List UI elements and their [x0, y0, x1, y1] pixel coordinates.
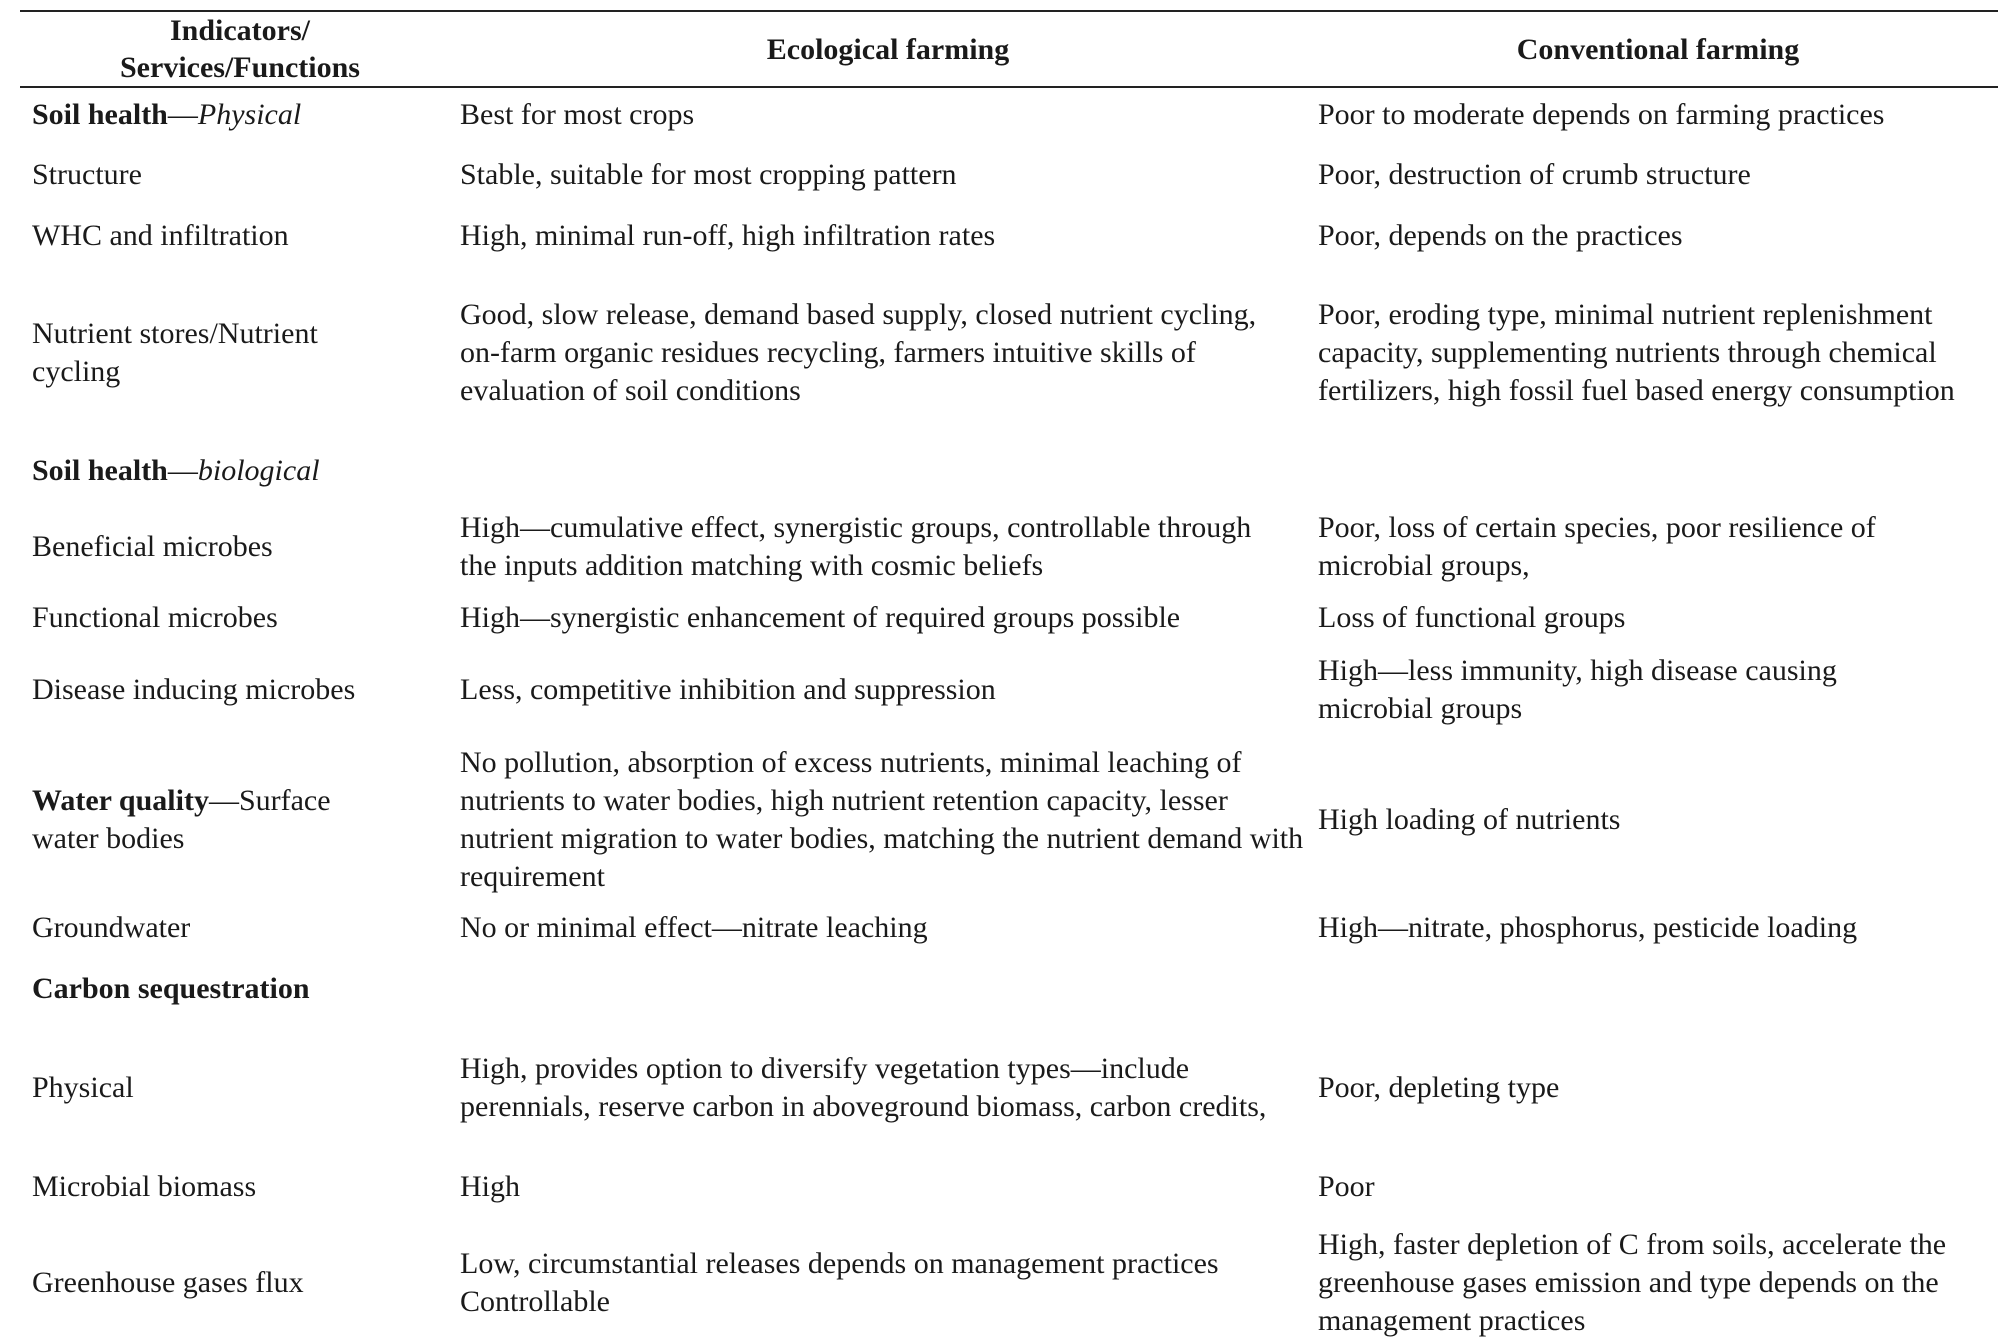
table-row [20, 155, 1998, 195]
table-row [20, 742, 1998, 898]
indicator-cell [32, 216, 447, 256]
table-row [20, 1167, 1998, 1207]
conventional-cell [1318, 1167, 1998, 1207]
ecological-cell [460, 1029, 1290, 1147]
indicator-text: Nutrient stores/Nutrient cycling [32, 317, 318, 388]
header-indicators-line1: Indicators/ [169, 14, 310, 47]
conventional-text: Poor, eroding type, minimal nutrient replenishment capacity, supplementing nutrients through chemical fertilizers, high fossil fuel based energy consumption [1318, 298, 1955, 407]
conventional-text: High loading of nutrients [1318, 803, 1621, 836]
ecological-cell [460, 95, 1316, 135]
header-indicators-line2: Services/Functions [120, 51, 360, 84]
indicator-cell [32, 1224, 447, 1342]
table-row [20, 508, 1998, 586]
table-row [20, 216, 1998, 256]
indicator-cell [32, 908, 447, 948]
ecological-text: High [460, 1170, 520, 1203]
ecological-text: High—synergistic enhancement of required groups possible [460, 601, 1181, 634]
conventional-text: High—nitrate, phosphorus, pesticide loading [1318, 911, 1858, 944]
table-row [20, 651, 1998, 729]
ecological-cell [460, 969, 1316, 1009]
ecological-cell [460, 1167, 1316, 1207]
ecological-cell [460, 508, 1260, 586]
indicator-text: Groundwater [32, 911, 191, 944]
indicator-cell [32, 1029, 447, 1147]
indicator-text: Beneficial microbes [32, 530, 273, 563]
ecological-text: Best for most crops [460, 98, 695, 131]
conventional-cell [1318, 651, 1958, 729]
ecological-text: No or minimal effect—nitrate leaching [460, 911, 928, 944]
indicator-cell [32, 1167, 447, 1207]
indicator-cell [32, 508, 447, 586]
indicator-italic: Physical [197, 98, 302, 131]
conventional-cell [1318, 1224, 1978, 1342]
ecological-cell [460, 742, 1316, 898]
indicator-text: Microbial biomass [32, 1170, 257, 1203]
indicator-cell [32, 155, 447, 195]
conventional-cell [1318, 275, 1978, 431]
ecological-cell [460, 651, 1316, 729]
indicator-text: Physical [32, 1071, 134, 1104]
ecological-cell [460, 155, 1316, 195]
indicator-cell [32, 651, 447, 729]
header-indicators [20, 12, 460, 86]
conventional-text: Poor, destruction of crumb structure [1318, 158, 1751, 191]
indicator-cell [32, 451, 447, 491]
conventional-cell [1318, 908, 1998, 948]
ecological-text: No pollution, absorption of excess nutrients, minimal leaching of nutrients to water bodies, high nutrient retention capacity, lesser nutrient migration to water bodies, matching the nutrient demand with requirement [460, 746, 1304, 893]
ecological-text: Stable, suitable for most cropping pattern [460, 158, 957, 191]
indicator-italic: biological [197, 454, 320, 487]
ecological-text: Good, slow release, demand based supply, closed nutrient cycling, on-farm organic residues recycling, farmers intuitive skills of evaluation of soil conditions [460, 298, 1257, 407]
conventional-cell [1318, 742, 1998, 898]
ecological-cell [460, 275, 1300, 431]
table-row [20, 1029, 1998, 1147]
table-header-rule [20, 86, 1998, 88]
indicator-text: Functional microbes [32, 601, 278, 634]
conventional-text: Poor, depleting type [1318, 1071, 1560, 1104]
conventional-cell [1318, 969, 1998, 1009]
ecological-cell [460, 908, 1316, 948]
conventional-text: Poor to moderate depends on farming practices [1318, 98, 1885, 131]
indicator-rest: —Surface water bodies [32, 784, 331, 855]
table-row [20, 95, 1998, 135]
ecological-text: High, provides option to diversify vegetation types—include perennials, reserve carbon in aboveground biomass, carbon credits, [460, 1052, 1267, 1123]
conventional-cell [1318, 598, 1998, 638]
table-row [20, 1224, 1998, 1342]
indicator-cell [32, 275, 362, 431]
indicator-text: Greenhouse gases flux [32, 1266, 304, 1299]
conventional-text: High, faster depletion of C from soils, accelerate the greenhouse gases emission and type depends on the management practices [1318, 1228, 1947, 1337]
indicator-text: Disease inducing microbes [32, 673, 356, 706]
indicator-sep: — [167, 454, 198, 487]
table-row [20, 275, 1998, 431]
header-ecological: Ecological farming [766, 33, 1010, 66]
indicator-bold: Carbon sequestration [32, 972, 310, 1005]
table-row [20, 969, 1998, 1009]
ecological-text: High—cumulative effect, synergistic groups, controllable through the inputs addition matching with cosmic beliefs [460, 511, 1252, 582]
ecological-text: High, minimal run-off, high infiltration rates [460, 219, 996, 252]
conventional-cell [1318, 1029, 1998, 1147]
conventional-text: High—less immunity, high disease causing microbial groups [1318, 654, 1837, 725]
indicator-bold: Soil health [32, 98, 168, 131]
table-row [20, 598, 1998, 638]
conventional-text: Poor, loss of certain species, poor resilience of microbial groups, [1318, 511, 1876, 582]
conventional-text: Poor, depends on the practices [1318, 219, 1683, 252]
indicator-bold: Soil health [32, 454, 168, 487]
ecological-cell [460, 598, 1316, 638]
conventional-text: Poor [1318, 1170, 1375, 1203]
indicator-cell [32, 969, 447, 1009]
conventional-cell [1318, 155, 1998, 195]
header-conventional: Conventional farming [1516, 33, 1800, 66]
indicator-text: WHC and infiltration [32, 219, 289, 252]
indicator-text: Structure [32, 158, 142, 191]
indicator-sep: — [167, 98, 198, 131]
ecological-cell [460, 216, 1316, 256]
ecological-cell [460, 451, 1316, 491]
conventional-cell [1318, 451, 1998, 491]
indicator-cell [32, 742, 372, 898]
table-row [20, 451, 1998, 491]
conventional-cell [1318, 216, 1998, 256]
conventional-cell [1318, 95, 1998, 135]
indicator-cell [32, 598, 447, 638]
ecological-cell [460, 1224, 1316, 1342]
indicator-cell [32, 95, 447, 135]
table-row [20, 908, 1998, 948]
ecological-text: Less, competitive inhibition and suppression [460, 673, 996, 706]
indicator-bold: Water quality [32, 784, 209, 817]
conventional-text: Loss of functional groups [1318, 601, 1626, 634]
conventional-cell [1318, 508, 1988, 586]
ecological-text: Low, circumstantial releases depends on management practices Controllable [460, 1247, 1219, 1318]
